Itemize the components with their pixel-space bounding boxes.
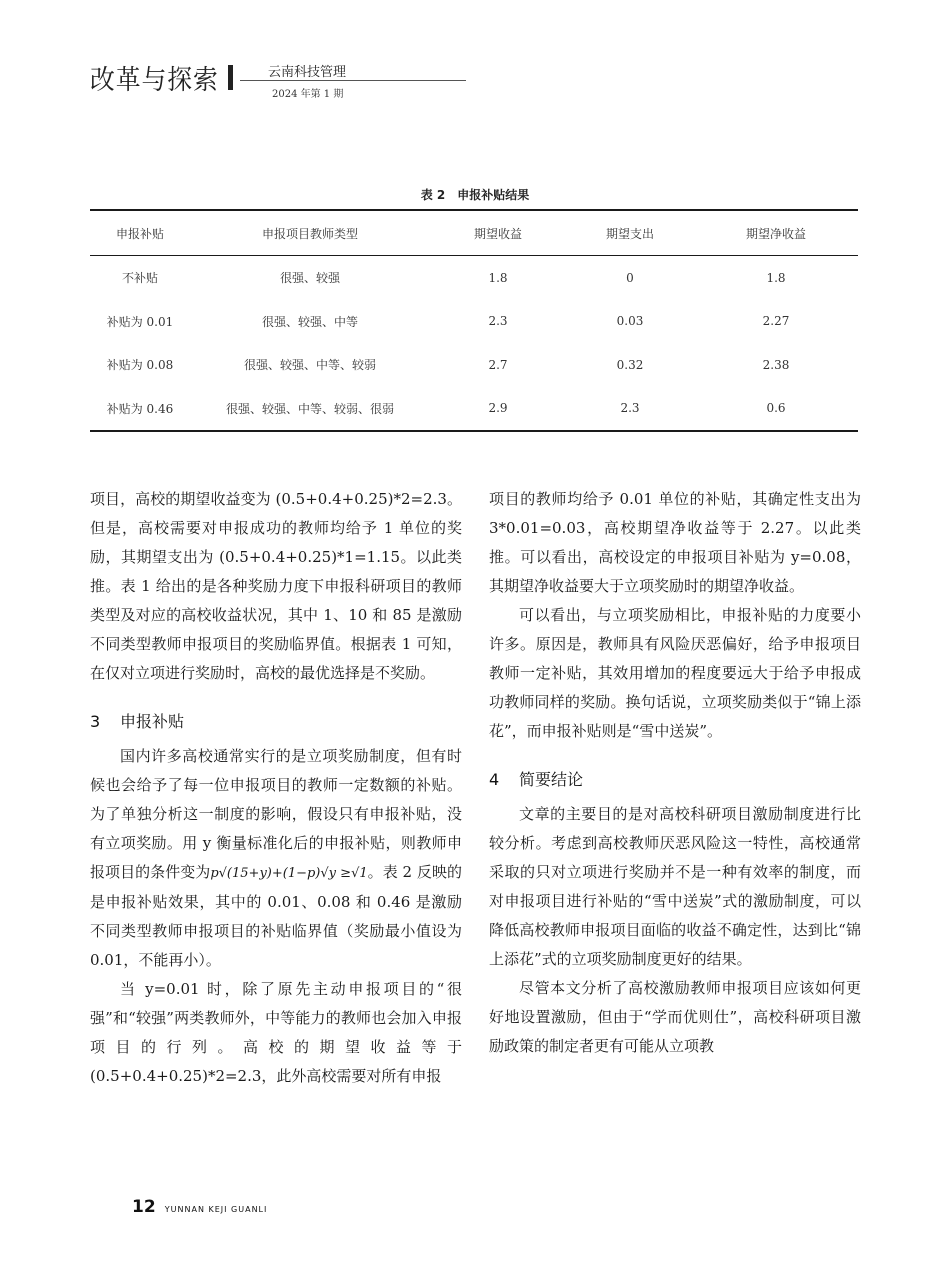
journal-name: 云南科技管理 bbox=[268, 65, 347, 80]
table-caption: 表 2 申报补贴结果 bbox=[420, 188, 530, 202]
table-cell: 0.03 bbox=[616, 314, 644, 329]
table-cell: 补贴为 0.01 bbox=[106, 314, 174, 329]
page-header bbox=[90, 56, 390, 106]
paragraph: 可以看出，与立项奖励相比，申报补贴的力度要小许多。原因是，教师具有风险厌恶偏好，给予申报项目教师一定补贴，其效用增加的程度要远大于给予申报成功教师同样的奖励。换句话说，立项奖励类似于“锦上添花”，而申报补贴则是“雪中送炭”。 bbox=[489, 606, 861, 740]
table-row bbox=[90, 343, 858, 387]
right-column bbox=[489, 485, 861, 1061]
section-number: 4 bbox=[489, 770, 500, 789]
inline-formula: p√(15+y)+(1−p)√y ≥√1 bbox=[210, 866, 368, 881]
page-number: 12 bbox=[132, 1197, 156, 1217]
table-cell: 补贴为 0.08 bbox=[106, 358, 174, 373]
table-cell: 很强、较强、中等 bbox=[261, 314, 358, 329]
results-table bbox=[90, 209, 858, 432]
table-cell: 不补贴 bbox=[121, 271, 158, 286]
table-cell: 很强、较强 bbox=[279, 271, 340, 286]
table-cell: 1.8 bbox=[766, 270, 786, 285]
journal-name-footer: YUNNAN KEJI GUANLI bbox=[164, 1205, 268, 1214]
table-cell: 补贴为 0.46 bbox=[106, 401, 174, 416]
paragraph: 尽管本文分析了高校激励教师申报项目应该如何更好地设置激励，但由于“学而优则仕”，高校科研项目激励政策的制定者更有可能从立项教 bbox=[489, 979, 861, 1055]
paragraph bbox=[90, 742, 462, 975]
table-cell: 1.8 bbox=[488, 270, 508, 285]
column-header: 期望支出 bbox=[605, 226, 654, 241]
paragraph: 项目，高校的期望收益变为 (0.5+0.4+0.25)*2=2.3。但是，高校需要对申报成功的教师均给予 1 单位的奖励，其期望支出为 (0.5+0.4+0.25)*1=1.15。以此类推。表 1 给出的是各种奖励力度下申报科研项目的教师类型及对应的高校收益状况，其中 1、10 和 85 是激励不同类型教师申报项目的奖励临界值。根据表 1 可知，在仅对立项进行奖励时，高校的最优选择是不奖励。 bbox=[90, 490, 462, 682]
paragraph-text: 国内许多高校通常实行的是立项奖励制度，但有时候也会给予了每一位申报项目的教师一定数额的补贴。为了单独分析这一制度的影响，假设只有申报补贴，没有立项奖励。用 y 衡量标准化后的申报补贴，则教师申报项目的条件变为 bbox=[90, 747, 462, 881]
table-row bbox=[90, 300, 858, 344]
table-cell: 0 bbox=[626, 270, 634, 285]
table-cell: 很强、较强、中等、较弱、很弱 bbox=[225, 401, 394, 416]
page-footer bbox=[132, 1197, 267, 1219]
section-heading-3 bbox=[90, 706, 462, 738]
table-row bbox=[90, 387, 858, 432]
issue-label: 2024 年第 1 期 bbox=[272, 89, 344, 100]
table-cell: 2.27 bbox=[762, 314, 790, 329]
table-cell: 2.3 bbox=[620, 401, 640, 416]
section-title: 简要结论 bbox=[519, 770, 584, 789]
table-cell: 2.9 bbox=[488, 401, 508, 416]
table-cell: 0.6 bbox=[766, 401, 786, 416]
table-cell: 0.32 bbox=[616, 357, 644, 372]
paragraph-text: 。表 2 反映的是申报补贴效果，其中的 0.01、0.08 和 0.46 是激励不同类型教师申报项目的补贴临界值（奖励最小值设为 0.01，不能再小）。 bbox=[90, 863, 462, 969]
column-header: 申报补贴 bbox=[115, 226, 164, 241]
table-header-row bbox=[90, 210, 858, 256]
table-cell: 很强、较强、中等、较弱 bbox=[243, 358, 376, 373]
section-title: 申报补贴 bbox=[120, 712, 185, 731]
table-cell: 2.3 bbox=[488, 314, 508, 329]
left-column bbox=[90, 485, 462, 1091]
section-number: 3 bbox=[90, 712, 101, 731]
column-header: 期望收益 bbox=[473, 226, 522, 241]
paragraph: 项目的教师均给予 0.01 单位的补贴，其确定性支出为 3*0.01=0.03，高校期望净收益等于 2.27。以此类推。可以看出，高校设定的申报项目补贴为 y=0.08，其期望净收益要大于立项奖励时的期望净收益。 bbox=[489, 490, 861, 595]
table-cell: 2.7 bbox=[488, 357, 508, 372]
header-divider-bar bbox=[228, 65, 233, 90]
header-rule bbox=[240, 80, 466, 81]
section-name: 改革与探索 bbox=[90, 65, 219, 96]
column-header: 申报项目教师类型 bbox=[261, 226, 358, 241]
section-heading-4 bbox=[489, 764, 861, 796]
table-cell: 2.38 bbox=[762, 357, 790, 372]
paragraph: 当 y=0.01 时，除了原先主动申报项目的“很强”和“较强”两类教师外，中等能力的教师也会加入申报项目的行列。高校的期望收益等于 (0.5+0.4+0.25)*2=2.3，此外高校需要对所有申报 bbox=[90, 980, 462, 1085]
column-header: 期望净收益 bbox=[745, 226, 806, 241]
table-row bbox=[90, 256, 858, 300]
paragraph: 文章的主要目的是对高校科研项目激励制度进行比较分析。考虑到高校教师厌恶风险这一特性，高校通常采取的只对立项进行奖励并不是一种有效率的制度，而对申报项目进行补贴的“雪中送炭”式的激励制度，可以降低高校教师申报项目面临的收益不确定性，达到比“锦上添花”式的立项奖励制度更好的结果。 bbox=[489, 805, 861, 968]
